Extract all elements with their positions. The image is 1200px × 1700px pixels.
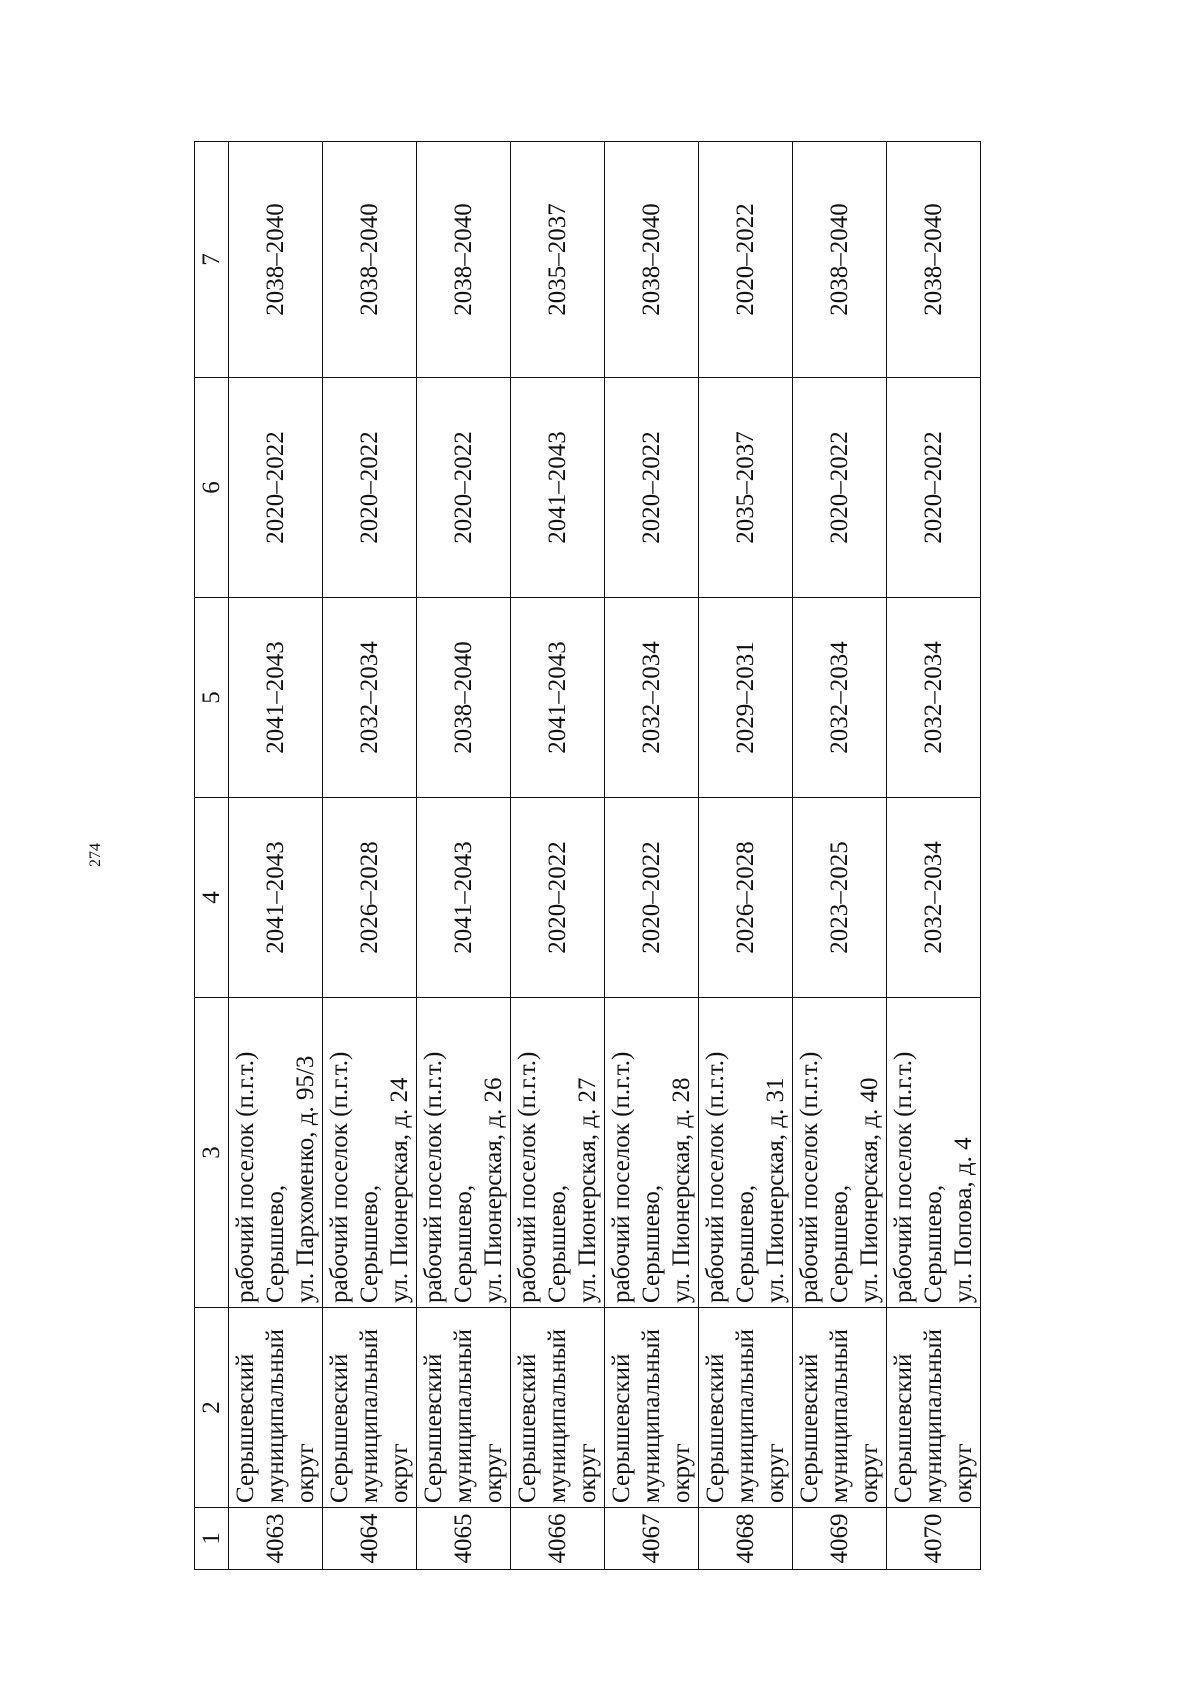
table-row <box>417 142 511 1570</box>
district-cell: Серышевский муниципальный округ <box>699 1308 793 1508</box>
period-cell-5: 2041–2043 <box>511 598 605 798</box>
period-cell-5: 2041–2043 <box>229 598 323 798</box>
table-row <box>323 142 417 1570</box>
address-cell: рабочий поселок (п.г.т.) Серышево, ул. Пионерская, д. 40 <box>793 998 887 1308</box>
period-cell-6: 2020–2022 <box>887 378 981 598</box>
address-cell: рабочий поселок (п.г.т.) Серышево, ул. Пионерская, д. 27 <box>511 998 605 1308</box>
table-row <box>887 142 981 1570</box>
period-cell-6: 2020–2022 <box>605 378 699 598</box>
period-cell-5: 2032–2034 <box>793 598 887 798</box>
period-cell-4: 2023–2025 <box>793 798 887 998</box>
period-cell-7: 2038–2040 <box>605 142 699 378</box>
row-number: 4070 <box>887 1508 981 1570</box>
period-cell-7: 2038–2040 <box>229 142 323 378</box>
column-header-2: 2 <box>195 1308 229 1508</box>
period-cell-5: 2032–2034 <box>323 598 417 798</box>
district-cell: Серышевский муниципальный округ <box>511 1308 605 1508</box>
period-cell-6: 2020–2022 <box>323 378 417 598</box>
period-cell-4: 2026–2028 <box>323 798 417 998</box>
period-cell-7: 2038–2040 <box>887 142 981 378</box>
district-cell: Серышевский муниципальный округ <box>887 1308 981 1508</box>
period-cell-6: 2020–2022 <box>793 378 887 598</box>
register-table-wrapper <box>194 141 981 1570</box>
column-header-1: 1 <box>195 1508 229 1570</box>
column-header-7: 7 <box>195 142 229 378</box>
period-cell-6: 2020–2022 <box>417 378 511 598</box>
period-cell-4: 2032–2034 <box>887 798 981 998</box>
period-cell-6: 2041–2043 <box>511 378 605 598</box>
period-cell-5: 2029–2031 <box>699 598 793 798</box>
district-cell: Серышевский муниципальный округ <box>793 1308 887 1508</box>
row-number: 4063 <box>229 1508 323 1570</box>
row-number: 4068 <box>699 1508 793 1570</box>
header-row <box>195 142 229 1570</box>
period-cell-4: 2041–2043 <box>417 798 511 998</box>
address-cell: рабочий поселок (п.г.т.) Серышево, ул. Попова, д. 4 <box>887 998 981 1308</box>
district-cell: Серышевский муниципальный округ <box>229 1308 323 1508</box>
district-cell: Серышевский муниципальный округ <box>605 1308 699 1508</box>
table-row <box>605 142 699 1570</box>
column-header-4: 4 <box>195 798 229 998</box>
period-cell-5: 2032–2034 <box>887 598 981 798</box>
table-row <box>793 142 887 1570</box>
table-row <box>229 142 323 1570</box>
period-cell-7: 2038–2040 <box>793 142 887 378</box>
address-cell: рабочий поселок (п.г.т.) Серышево, ул. Пархоменко, д. 95/3 <box>229 998 323 1308</box>
row-number: 4064 <box>323 1508 417 1570</box>
period-cell-4: 2041–2043 <box>229 798 323 998</box>
district-cell: Серышевский муниципальный округ <box>323 1308 417 1508</box>
address-cell: рабочий поселок (п.г.т.) Серышево, ул. Пионерская, д. 24 <box>323 998 417 1308</box>
period-cell-4: 2026–2028 <box>699 798 793 998</box>
period-cell-6: 2035–2037 <box>699 378 793 598</box>
period-cell-7: 2020–2022 <box>699 142 793 378</box>
period-cell-5: 2038–2040 <box>417 598 511 798</box>
table-row <box>511 142 605 1570</box>
register-table <box>194 141 981 1570</box>
column-header-5: 5 <box>195 598 229 798</box>
row-number: 4069 <box>793 1508 887 1570</box>
page-number: 274 <box>87 843 104 867</box>
row-number: 4067 <box>605 1508 699 1570</box>
address-cell: рабочий поселок (п.г.т.) Серышево, ул. Пионерская, д. 26 <box>417 998 511 1308</box>
period-cell-4: 2020–2022 <box>511 798 605 998</box>
period-cell-4: 2020–2022 <box>605 798 699 998</box>
period-cell-7: 2035–2037 <box>511 142 605 378</box>
period-cell-5: 2032–2034 <box>605 598 699 798</box>
column-header-3: 3 <box>195 998 229 1308</box>
period-cell-7: 2038–2040 <box>323 142 417 378</box>
row-number: 4065 <box>417 1508 511 1570</box>
address-cell: рабочий поселок (п.г.т.) Серышево, ул. Пионерская, д. 28 <box>605 998 699 1308</box>
district-cell: Серышевский муниципальный округ <box>417 1308 511 1508</box>
column-header-6: 6 <box>195 378 229 598</box>
period-cell-7: 2038–2040 <box>417 142 511 378</box>
period-cell-6: 2020–2022 <box>229 378 323 598</box>
row-number: 4066 <box>511 1508 605 1570</box>
table-row <box>699 142 793 1570</box>
address-cell: рабочий поселок (п.г.т.) Серышево, ул. Пионерская, д. 31 <box>699 998 793 1308</box>
